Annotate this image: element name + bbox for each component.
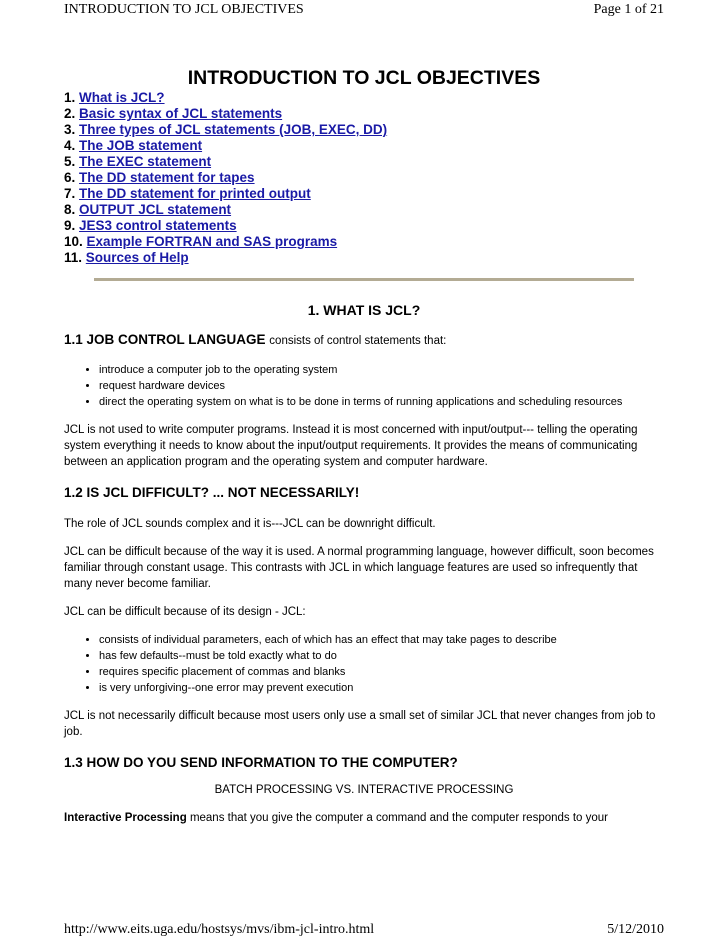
- footer-date: 5/12/2010: [607, 922, 664, 937]
- toc-item: 5. The EXEC statement: [64, 154, 212, 169]
- paragraph: JCL is not necessarily difficult because most users only use a small set of similar JCL that never changes from job to job.: [64, 710, 656, 738]
- toc-item: 1. What is JCL?: [64, 90, 165, 105]
- paragraph: JCL can be difficult because of its design - JCL:: [64, 606, 306, 618]
- subsection-1-3: [64, 754, 664, 826]
- toc-link-examples[interactable]: Example FORTRAN and SAS programs: [86, 234, 338, 249]
- toc-item: 8. OUTPUT JCL statement: [64, 202, 232, 217]
- toc-item: 7. The DD statement for printed output: [64, 186, 311, 201]
- list-item: • has few defaults--must be told exactly what to do: [99, 648, 664, 664]
- paragraph: The role of JCL sounds complex and it is---JCL can be downright difficult.: [64, 518, 436, 530]
- centered-caption: BATCH PROCESSING VS. INTERACTIVE PROCESSING: [214, 784, 514, 796]
- bullet-list: [64, 362, 664, 410]
- toc-item: 4. The JOB statement: [64, 138, 203, 153]
- table-of-contents: [64, 90, 664, 266]
- document-title: INTRODUCTION TO JCL OBJECTIVES: [187, 67, 541, 89]
- list-item: • request hardware devices: [99, 378, 664, 394]
- document-body: [64, 66, 664, 826]
- list-item: • introduce a computer job to the operating system: [99, 362, 664, 378]
- toc-item: 9. JES3 control statements: [64, 218, 237, 233]
- toc-link-output-jcl[interactable]: OUTPUT JCL statement: [79, 202, 232, 217]
- subsection-heading: 1.3 HOW DO YOU SEND INFORMATION TO THE COMPUTER?: [64, 755, 458, 770]
- page-header: [64, 0, 664, 20]
- page-footer: [64, 920, 664, 940]
- section-title: 1. WHAT IS JCL?: [307, 302, 421, 318]
- toc-item: 11. Sources of Help: [64, 250, 189, 265]
- list-item: • direct the operating system on what is to be done in terms of running applications and scheduling resources: [99, 394, 664, 410]
- footer-url: http://www.eits.uga.edu/hostsys/mvs/ibm-jcl-intro.html: [64, 922, 375, 937]
- toc-link-job-statement[interactable]: The JOB statement: [79, 138, 203, 153]
- toc-link-jes3[interactable]: JES3 control statements: [79, 218, 237, 233]
- toc-link-three-types[interactable]: Three types of JCL statements (JOB, EXEC, DD): [79, 122, 388, 137]
- toc-item: 3. Three types of JCL statements (JOB, EXEC, DD): [64, 122, 388, 137]
- subsection-1-2: [64, 484, 664, 740]
- list-item: • requires specific placement of commas and blanks: [99, 664, 664, 680]
- horizontal-divider: [94, 278, 634, 281]
- toc-link-exec-statement[interactable]: The EXEC statement: [79, 154, 212, 169]
- toc-link-dd-tapes[interactable]: The DD statement for tapes: [79, 170, 255, 185]
- toc-item: 6. The DD statement for tapes: [64, 170, 255, 185]
- paragraph: Interactive Processing means that you give the computer a command and the computer responds to your: [64, 812, 609, 824]
- header-title: INTRODUCTION TO JCL OBJECTIVES: [64, 2, 304, 17]
- toc-link-what-is-jcl[interactable]: What is JCL?: [79, 90, 165, 105]
- toc-item: 10. Example FORTRAN and SAS programs: [64, 234, 338, 249]
- bullet-list: [64, 632, 664, 696]
- list-item: • consists of individual parameters, each of which has an effect that may take pages to describe: [99, 632, 664, 648]
- subsection-1-1: [64, 331, 664, 470]
- toc-link-dd-printed-output[interactable]: The DD statement for printed output: [79, 186, 311, 201]
- toc-item: 2. Basic syntax of JCL statements: [64, 106, 283, 121]
- subsection-heading: 1.1 JOB CONTROL LANGUAGE consists of control statements that:: [64, 332, 447, 347]
- header-page-number: Page 1 of 21: [593, 2, 664, 17]
- subsection-heading: 1.2 IS JCL DIFFICULT? ... NOT NECESSARILY!: [64, 485, 360, 500]
- paragraph: JCL is not used to write computer programs. Instead it is most concerned with input/output--- telling the operating system everything it needs to know about the input/output requirements. It provides the means of communicating between an application program and the operating system and computer hardware.: [64, 424, 638, 468]
- toc-link-basic-syntax[interactable]: Basic syntax of JCL statements: [79, 106, 283, 121]
- list-item: • is very unforgiving--one error may prevent execution: [99, 680, 664, 696]
- toc-link-sources-of-help[interactable]: Sources of Help: [85, 250, 189, 265]
- paragraph: JCL can be difficult because of the way it is used. A normal programming language, however difficult, soon becomes familiar through constant usage. This contrasts with JCL in which language features are used so infrequently that many never become familiar.: [64, 546, 654, 590]
